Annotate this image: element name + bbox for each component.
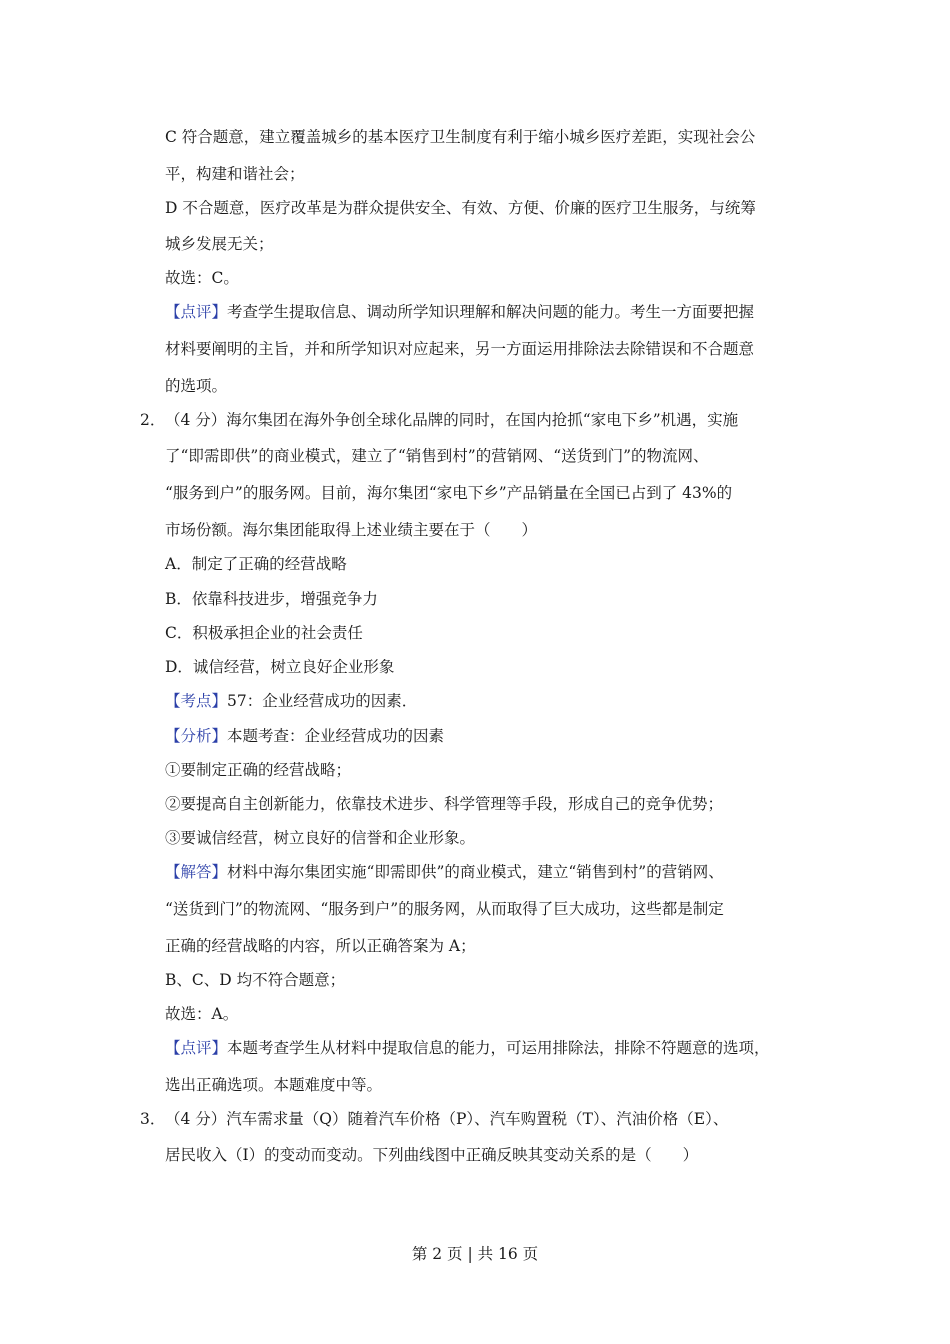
- option-c: C．积极承担企业的社会责任: [165, 624, 363, 642]
- question-number: 2．: [140, 411, 166, 429]
- question-number: 3．: [140, 1110, 166, 1128]
- text-line: 故选：C。: [165, 269, 239, 287]
- question-stem: 市场份额。海尔集团能取得上述业绩主要在于（ ）: [165, 521, 538, 539]
- analysis-tag: 【分析】: [165, 727, 228, 745]
- analysis-point: ②要提高自主创新能力，依靠技术进步、科学管理等手段，形成自己的竞争优势；: [165, 795, 724, 813]
- comment-line: 选出正确选项。本题难度中等。: [165, 1076, 383, 1094]
- text-line: 平，构建和谐社会；: [165, 165, 305, 183]
- comment-tag: 【点评】: [165, 1039, 228, 1057]
- analysis-text: 本题考查：企业经营成功的因素: [227, 727, 445, 745]
- answer-line: B、C、D 均不符合题意；: [165, 971, 346, 989]
- option-d: D．诚信经营，树立良好企业形象: [165, 658, 395, 676]
- comment-text: 考查学生提取信息、调动所学知识理解和解决问题的能力。考生一方面要把握: [227, 303, 755, 321]
- comment-line: [165, 302, 754, 322]
- question-stem: “服务到户”的服务网。目前，海尔集团“家电下乡”产品销量在全国已占到了 43%的: [165, 484, 733, 502]
- analysis-point: ③要诚信经营，树立良好的信誉和企业形象。: [165, 829, 476, 847]
- analysis-point: ①要制定正确的经营战略；: [165, 761, 352, 779]
- option-b: B．依靠科技进步，增强竞争力: [165, 590, 378, 608]
- page-footer: 第 2 页 | 共 16 页: [411, 1245, 539, 1263]
- answer-line: 故选：A。: [165, 1005, 239, 1023]
- question-stem: 居民收入（I）的变动而变动。下列曲线图中正确反映其变动关系的是（ ）: [165, 1146, 699, 1164]
- text-line: 材料要阐明的主旨，并和所学知识对应起来，另一方面运用排除法去除错误和不合题意: [165, 340, 755, 358]
- text-line: 城乡发展无关；: [165, 235, 274, 253]
- answer-line: 正确的经营战略的内容，所以正确答案为 A；: [165, 937, 476, 955]
- answer-line: [165, 862, 724, 882]
- answer-text: 材料中海尔集团实施“即需即供”的商业模式，建立“销售到村”的营销网、: [227, 863, 724, 881]
- question-stem: （4 分）海尔集团在海外争创全球化品牌的同时，在国内抢抓“家电下乡”机遇，实施: [165, 411, 739, 429]
- analysis-line: [165, 726, 444, 746]
- text-line: 的选项。: [165, 377, 228, 395]
- text-line: C 符合题意，建立覆盖城乡的基本医疗卫生制度有利于缩小城乡医疗差距，实现社会公: [165, 128, 756, 146]
- comment-tag: 【点评】: [165, 303, 228, 321]
- question-stem: （4 分）汽车需求量（Q）随着汽车价格（P）、汽车购置税（T）、汽油价格（E）、: [165, 1110, 729, 1128]
- knowledge-text: 57：企业经营成功的因素．: [227, 692, 418, 710]
- knowledge-tag: 【考点】: [165, 692, 228, 710]
- comment-text: 本题考查学生从材料中提取信息的能力，可运用排除法，排除不符题意的选项，: [227, 1039, 770, 1057]
- answer-line: “送货到门”的物流网、“服务到户”的服务网，从而取得了巨大成功，这些都是制定: [165, 900, 724, 918]
- text-line: D 不合题意，医疗改革是为群众提供安全、有效、方便、价廉的医疗卫生服务，与统筹: [165, 199, 756, 217]
- option-a: A．制定了正确的经营战略: [165, 555, 347, 573]
- question-stem: 了“即需即供”的商业模式，建立了“销售到村”的营销网、“送货到门”的物流网、: [165, 447, 709, 465]
- answer-tag: 【解答】: [165, 863, 228, 881]
- knowledge-point-line: [165, 691, 417, 711]
- comment-line: [165, 1038, 770, 1058]
